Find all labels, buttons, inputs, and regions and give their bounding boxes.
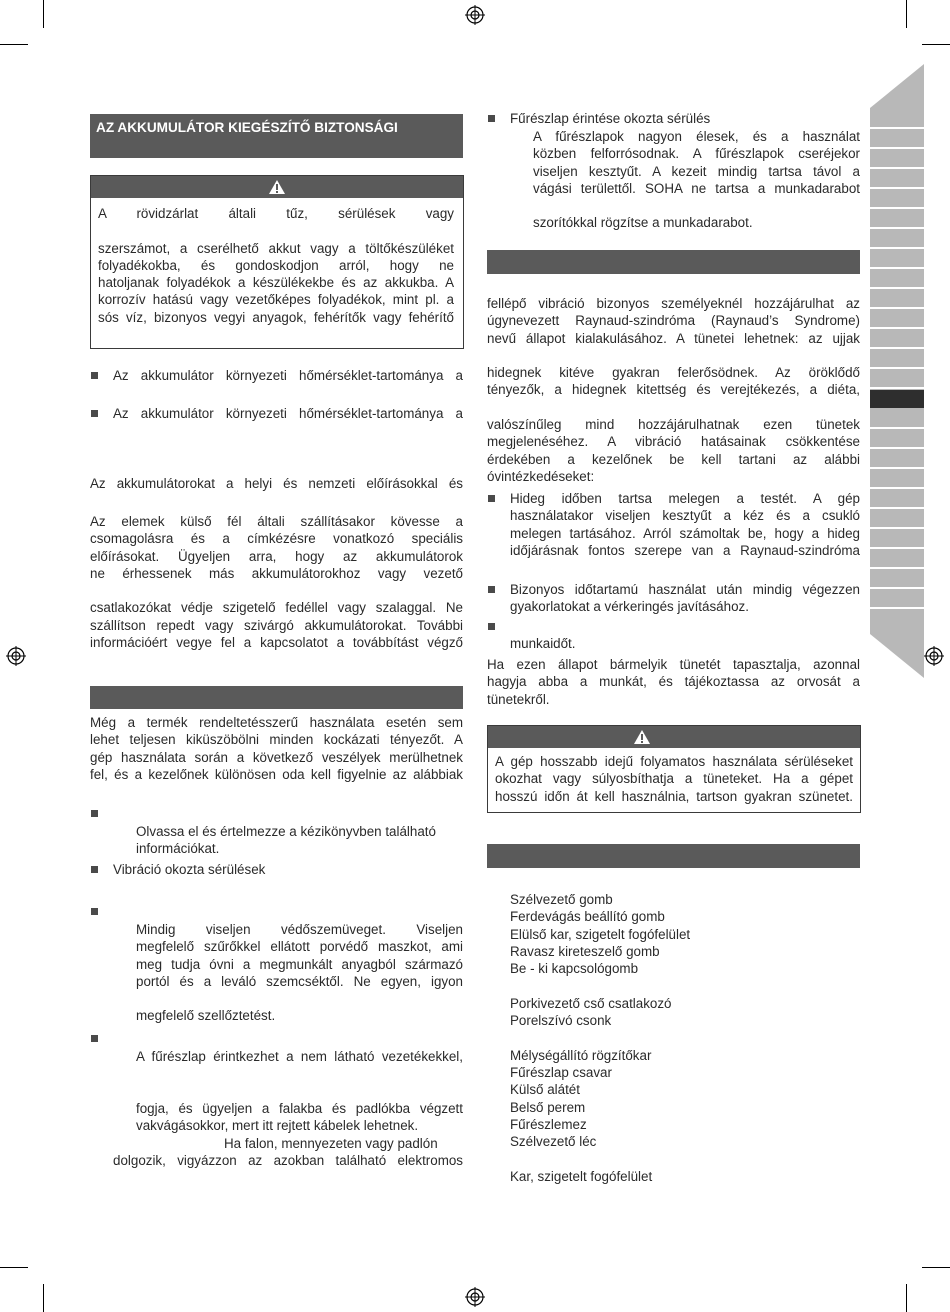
warning-line: folyadékokba, és gondoskodjon arról, hogy ne [98,257,454,273]
parts-item: Ferdevágás beállító gomb [510,909,665,925]
parts-item: Mélységállító rögzítőkar [510,1047,652,1063]
parts-item: Ravasz kireteszelő gomb [510,943,660,959]
text-line: Olvassa el és értelmezze a kézikönyvben található [136,824,436,839]
text-line: lehet teljesen kiküszöbölni minden kockázati tényezőt. A [90,732,463,748]
registration-mark-icon [465,1287,485,1307]
crop-mark [906,1284,907,1312]
bullet-icon [488,115,495,122]
warning-line: szerszámot, a cserélhető akkut vagy a töltőkészüléket [98,240,454,256]
warning-text [98,205,454,326]
paragraph-raynaud [487,295,860,485]
text-line: fel, és a kezelőnek különösen oda kell figyelnie az alábbiak [90,766,463,782]
warning-bar [488,726,860,748]
text-line: Ha ezen állapot bármelyik tünetét tapasztalja, azonnal [487,657,860,672]
text-line: úgynevezett Raynaud-szindróma (Raynaud’s Syndrome) [487,313,860,329]
list-item: Az akkumulátor környezeti hőmérséklet-tartománya a [113,368,463,383]
warning-bar [91,176,463,198]
text-line: tényezők, a hidegnek kitettség és verejtékezés, a diéta, [487,382,860,398]
text-line: Az elemek külső fél általi szállításakor kövesse a [90,514,463,529]
text-line: Hideg időben tartsa melegen a testét. A gép [510,491,860,506]
text-line: megfelelő szellőztetést. [136,1008,276,1024]
text-line: közben felforrósodnak. A fűrészlapok cseréjekor [533,146,860,162]
parts-item: Szélvezető léc [510,1134,597,1150]
text-line: viseljen kesztyűt. A kezeit mindig tartsa távol a [533,163,860,179]
registration-mark-icon [924,646,944,666]
parts-item: Elülső kar, szigetelt fogófelület [510,926,691,942]
cable-note-line: A fűrészlap érintkezhet a nem látható vezetékekkel, [136,1049,463,1064]
text-line: csomagolásra és a címkézésre vonatkozó speciális [90,531,463,547]
section-heading-battery-safety [90,114,463,158]
paragraph-risk-intro [90,714,463,783]
text-line: fogja, és ügyeljen a falakba és padlókba végzett [136,1101,463,1116]
text-line: megfelelő szűrőkkel ellátott porvédő maszkot, ami [136,939,463,955]
text-line: információért vegye fel a kapcsolatot a továbbítást végző [90,635,463,651]
text-line: szállítson repedt vagy szivárgó akkumulátorokat. További [90,617,463,633]
warning-line: korrozív hatású vagy vezetőképes folyadékok, mint pl. a [98,292,454,308]
warning-triangle-icon [268,179,286,195]
dust-note [136,921,463,1025]
bullet-icon [488,623,495,630]
parts-item: Kar, szigetelt fogófelület [510,1168,653,1184]
list-item-cold [510,490,860,559]
section-heading-parts [487,844,860,868]
warning-triangle-icon [633,729,651,745]
warning-box-prolonged-use [487,725,861,813]
bullet-icon [488,495,495,502]
text-line: szorítókkal rögzítse a munkadarabot. [533,215,753,231]
text-line: Mindig viseljen védőszemüveget. Viseljen [136,922,463,937]
language-tab-strip [870,64,924,678]
bullet-icon [91,866,98,873]
text-line: melegen tartásához. Arról számoltak be, hogy a hideg [510,525,860,541]
parts-item: Szélvezető gomb [510,892,613,907]
registration-mark-icon [465,5,485,25]
text-line: információkat. [136,841,220,857]
parts-item: Belső perem [510,1099,586,1115]
text-line: ne érhessenek más akkumulátorokhoz vagy vezető [90,565,463,581]
warning-line: A rövidzárlat általi tűz, sérülések vagy [98,206,454,221]
section-heading-vibration [487,250,860,274]
bullet-icon [91,908,98,915]
cable-last-line: dolgozik, vigyázzon az azokban található elektromos [113,1153,463,1168]
text-line: csatlakozókat védje szigetelő fedéllel vagy szalaggal. Ne [90,600,463,616]
warning-line: hatoljanak folyadékok a készülékekbe és az akkukba. A [98,275,454,291]
text-line: vágási területtől. SOHA ne tartsa a munkadarabot [533,180,860,196]
crop-mark [0,44,28,45]
text-line: időjárásnak fontos szerepe van a Raynaud-szindróma [510,542,860,558]
text-line: Még a termék rendeltetésszerű használata esetén sem [90,715,463,730]
parts-item: Fűrészlap csavar [510,1064,612,1080]
list-item: Az akkumulátor környezeti hőmérséklet-tartománya a [113,406,463,421]
text-line: megjelenéséhez. A vibráció hatásainak csökkentése [487,434,860,450]
warning-line: okozhat vagy súlyosbíthatja a tüneteket. Ha a gépet [495,771,853,787]
paragraph-transport [90,513,463,651]
parts-item: Porelszívó csonk [510,1013,612,1029]
paragraph-disposal: Az akkumulátorokat a helyi és nemzeti előírásokkal és [90,476,463,491]
paragraph-symptoms [487,656,860,708]
text-line: A fűrészlapok nagyon élesek, és a használat [533,129,860,144]
text-line: meg tudja óvni a megmunkált anyagból származó [136,956,463,972]
text-line: Bizonyos időtartamú használat után mindig végezzen [510,582,860,597]
manual-note [136,823,463,858]
parts-item: Külső alátét [510,1082,580,1098]
warning-text [495,753,853,805]
worktime-line: munkaidőt. [510,636,576,651]
heading-text: AZ AKKUMULÁTOR KIEGÉSZÍTŐ BIZTONSÁGI [96,120,398,135]
registration-mark-icon [6,646,26,666]
cable-wall-line: Ha falon, mennyezeten vagy padlón [224,1136,438,1151]
list-item-exercise [510,581,860,616]
bullet-icon [91,1035,98,1042]
text-line: óvintézkedéseket: [487,468,595,484]
crop-mark [43,0,44,28]
parts-item: Be - ki kapcsológomb [510,961,639,977]
list-item-vibration: Vibráció okozta sérülések [113,862,266,877]
bullet-icon [91,810,98,817]
parts-item: Fűrészlemez [510,1116,587,1132]
list-item-blade: Fűrészlap érintése okozta sérülés [510,111,711,126]
text-line: hagyja abba a munkát, és tájékoztassa az orvosát a [487,674,860,690]
text-line: portól és a leváló szemcséktől. Ne egyen, igyon [136,973,463,989]
warning-box-short-circuit [90,175,464,349]
text-line: érdekében a kezelőnek be kell tartani az alábbi [487,451,860,467]
cable-note [136,1100,463,1135]
warning-line: sós víz, bizonyos vegyi anyagok, fehérítők vagy fehérítő [98,309,454,325]
text-line: nevű állapot kialakulásához. A tünetei lehetnek: az ujjak [487,330,860,346]
bullet-icon [91,372,98,379]
crop-mark [906,0,907,28]
crop-mark [922,44,950,45]
crop-mark [0,1267,28,1268]
active-language-tab [870,390,924,408]
crop-mark [43,1284,44,1312]
bullet-icon [488,586,495,593]
text-line: előírásokat. Ügyeljen arra, hogy az akkumulátorok [90,548,463,564]
warning-line: hosszú időn át kell használnia, tartson gyakran szünetet. [495,788,853,804]
text-line: vakvágásokkor, mert itt rejtett kábelek lehetnek. [136,1118,419,1134]
text-line: használatakor viseljen kesztyűt a kéz és a csukló [510,508,860,524]
warning-line: A gép hosszabb idejű folyamatos használata sérüléseket [495,754,853,769]
parts-item: Porkivezető cső csatlakozó [510,995,672,1011]
bullet-icon [91,410,98,417]
text-line: hidegnek kitéve gyakran felerősödnek. Az öröklődő [487,365,860,381]
parts-list [510,891,850,1185]
text-line: gyakorlatokat a vérkeringés javításához. [510,599,749,615]
crop-mark [922,1267,950,1268]
text-line: valószínűleg mind hozzájárulhatnak ezen tünetek [487,417,860,433]
blade-note [533,128,860,232]
text-line: gép használata során a következő veszélyek merülhetnek [90,749,463,765]
text-line: fellépő vibráció bizonyos személyeknél hozzájárulhat az [487,296,860,311]
section-heading-residual-risks [90,686,463,709]
text-line: tünetekről. [487,691,550,707]
